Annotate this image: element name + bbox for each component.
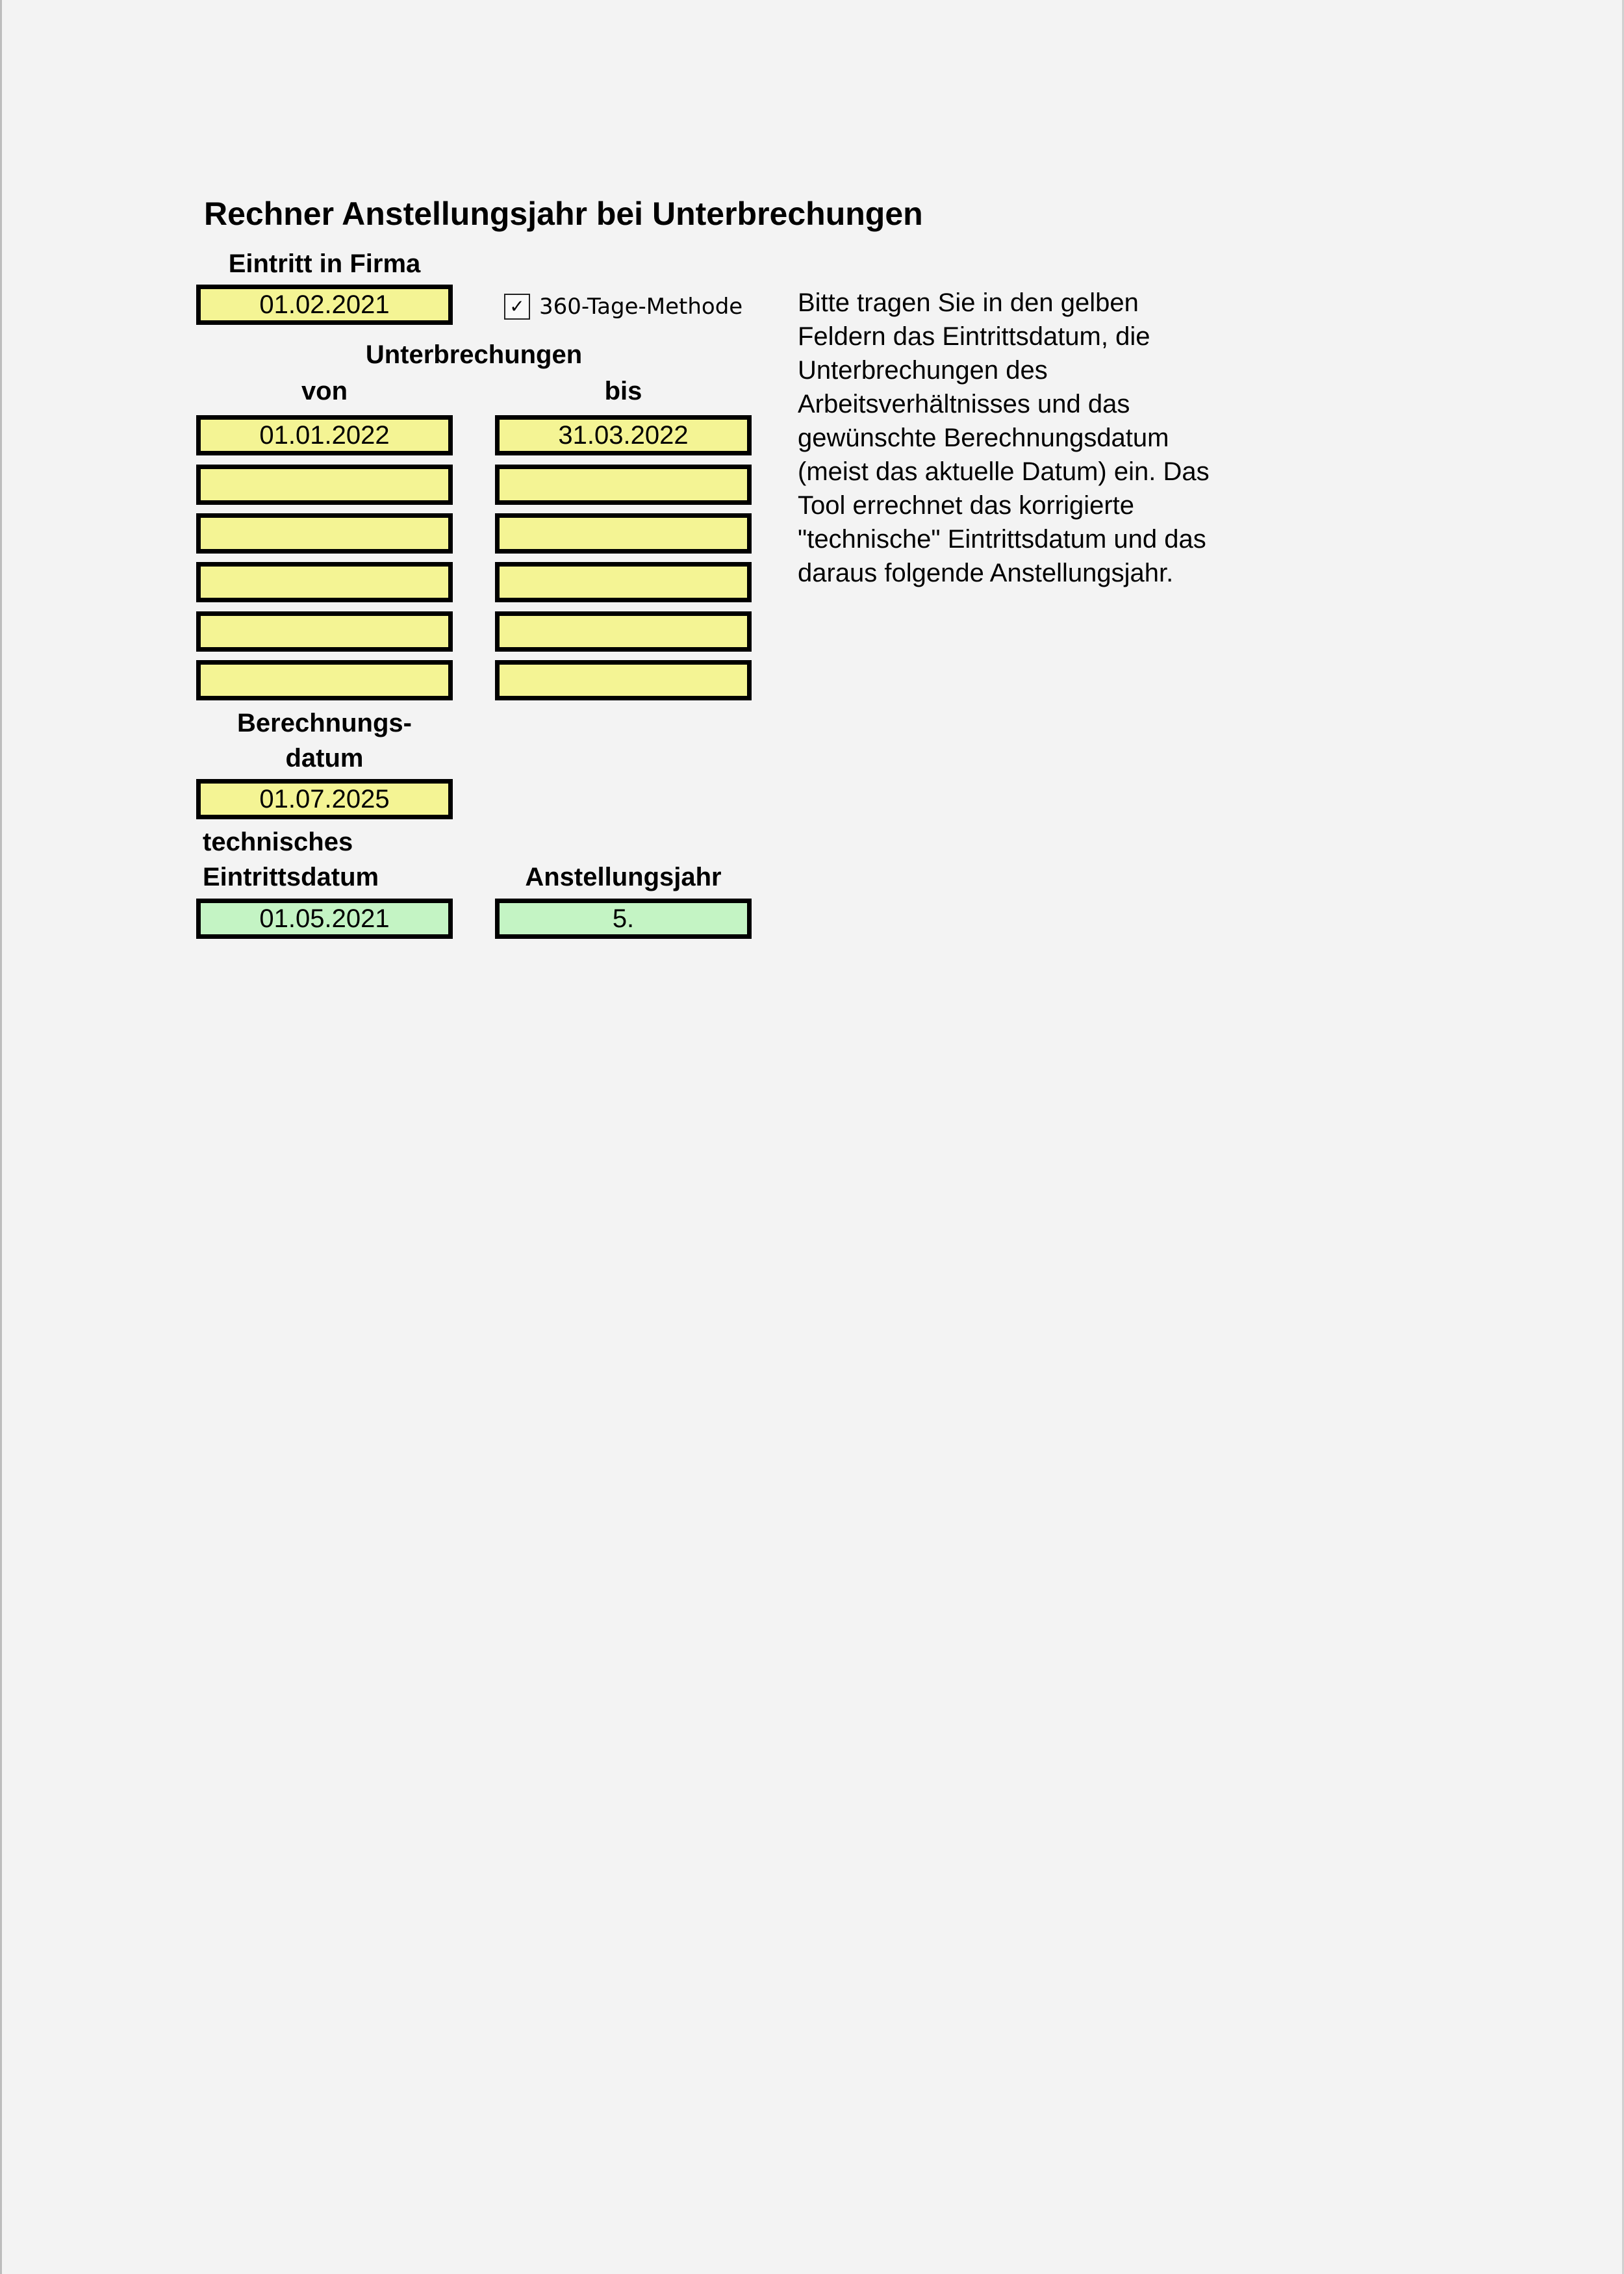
interruption-to-field[interactable]: 31.03.2022 [495, 415, 752, 455]
technical-entry-label-line1: technisches [203, 828, 353, 856]
interruption-from-field[interactable] [196, 611, 453, 652]
interruption-to-field[interactable] [495, 465, 752, 505]
interruption-from-field[interactable] [196, 465, 453, 505]
technical-entry-result: 01.05.2021 [196, 899, 453, 939]
interruption-from-field[interactable]: 01.01.2022 [196, 415, 453, 455]
interruptions-heading: Unterbrechungen [365, 340, 583, 369]
method-360-label[interactable]: 360-Tage-Methode [539, 294, 743, 320]
entry-date-field[interactable]: 01.02.2021 [196, 285, 453, 325]
calc-date-label-line2: datum [285, 744, 364, 773]
method-360-checkbox-control[interactable] [504, 294, 742, 320]
interruption-to-field[interactable] [495, 513, 752, 554]
employment-year-label: Anstellungsjahr [525, 863, 722, 891]
technical-entry-label-line2: Eintrittsdatum [203, 863, 379, 891]
interruption-from-field[interactable] [196, 562, 453, 602]
entry-date-label: Eintritt in Firma [228, 249, 421, 278]
page-edge-left [0, 0, 2, 2274]
interruptions-to-label: bis [604, 377, 642, 405]
page-title: Rechner Anstellungsjahr bei Unterbrechungen [204, 196, 923, 232]
interruption-to-field[interactable] [495, 660, 752, 700]
calc-date-label-line1: Berechnungs- [237, 709, 412, 737]
method-360-checkbox[interactable]: ✓ [504, 294, 530, 320]
instructions-text: Bitte tragen Sie in den gelben Feldern das Eintrittsdatum, die Unterbrechungen des Arbeitsverhältnisses und das gewünschte Berechnungsdatum (meist das aktuelle Datum) ein. Das Tool errechnet das korrigierte "technische" Eintrittsdatum und das daraus folgende Anstellungsjahr. [798, 288, 1210, 587]
calc-date-field[interactable]: 01.07.2025 [196, 779, 453, 819]
interruption-to-field[interactable] [495, 562, 752, 602]
interruption-from-field[interactable] [196, 660, 453, 700]
interruptions-from-label: von [301, 377, 348, 405]
interruption-to-field[interactable] [495, 611, 752, 652]
employment-year-result: 5. [495, 899, 752, 939]
interruption-from-field[interactable] [196, 513, 453, 554]
